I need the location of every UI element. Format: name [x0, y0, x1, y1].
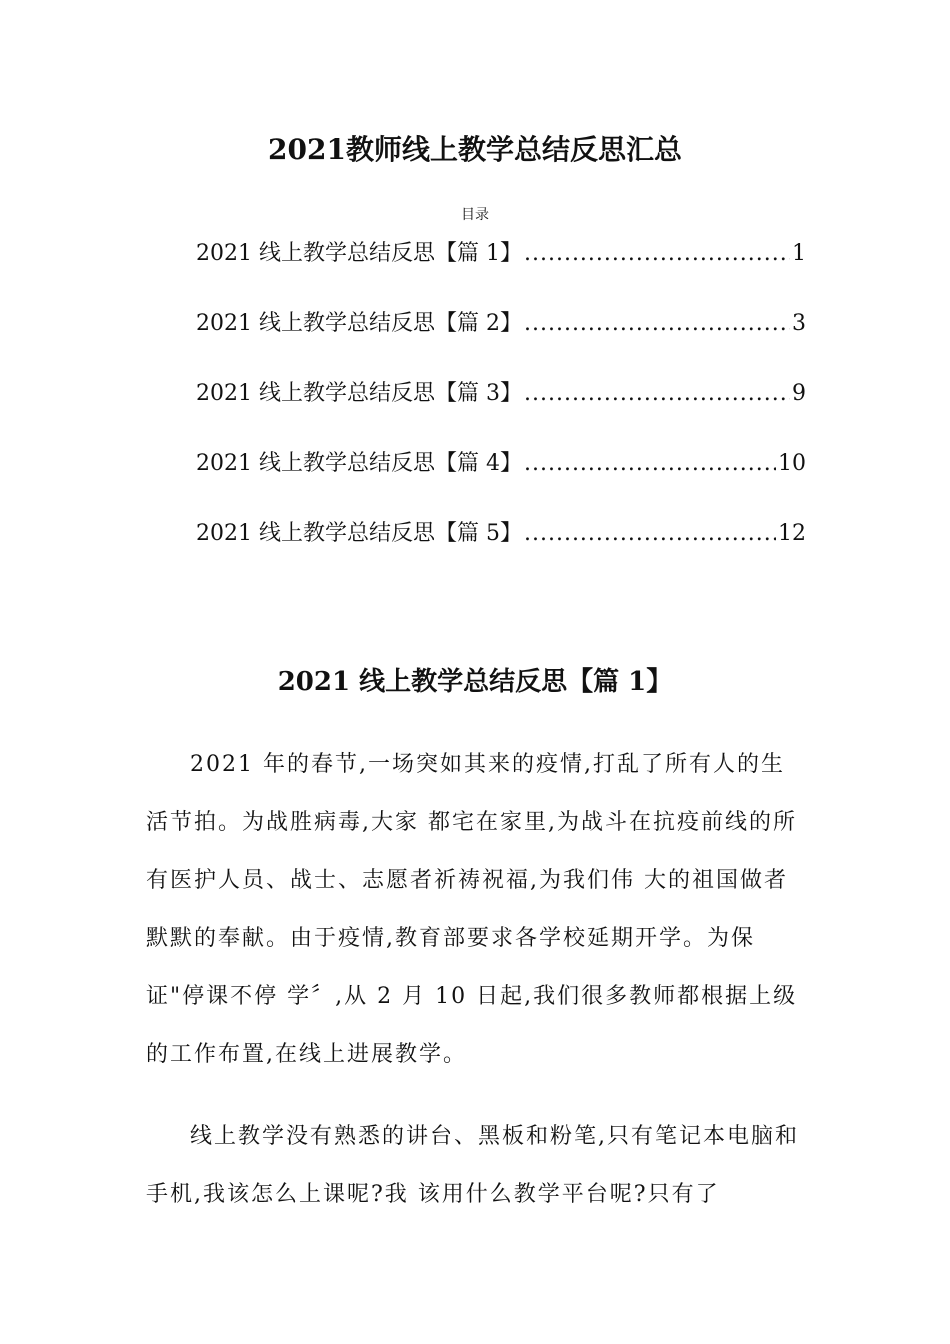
toc-heading: 目录 [461, 207, 489, 223]
toc-entry[interactable] [196, 372, 806, 442]
toc-leader-dots [524, 442, 776, 486]
section-title: 2021 线上教学总结反思【篇 1】 [277, 667, 673, 697]
body-paragraph: 线上教学没有熟悉的讲台、黑板和粉笔,只有笔记本电脑和手机,我该怎么上课呢?我 该用什么教学平台呢?只有了 [146, 1124, 799, 1207]
toc-entry-page: 3 [792, 311, 806, 336]
toc-entry-page: 1 [792, 241, 806, 266]
toc-entry-page: 9 [792, 381, 806, 406]
toc-entry-label: 2021 线上教学总结反思【篇 4】 [196, 451, 522, 476]
toc-entry-label: 2021 线上教学总结反思【篇 3】 [196, 381, 522, 406]
toc-entry[interactable] [196, 442, 806, 512]
body-paragraph: 2021 年的春节,一场突如其来的疫情,打乱了所有人的生活节拍。为战胜病毒,大家 都宅在家里,为战斗在抗疫前线的所有医护人员、战士、志愿者祈祷祝福,为我们伟 大的祖国做者默默的奉献。由于疫情,教育部要求各学校延期开学。为保证"停课不停 学〞,从 2 月 10 日起,我们很多教师都根据上级的工作布置,在线上进展教学。 [146, 752, 798, 1067]
toc-entry-page: 12 [778, 521, 806, 546]
toc-leader-dots [524, 302, 790, 346]
toc-leader-dots [524, 512, 776, 556]
toc-entry-label: 2021 线上教学总结反思【篇 2】 [196, 311, 522, 336]
toc-leader-dots [524, 372, 790, 416]
toc-entry-page: 10 [778, 451, 806, 476]
toc-leader-dots [524, 232, 790, 276]
document-title: 2021教师线上教学总结反思汇总 [268, 133, 682, 166]
table-of-contents [196, 232, 806, 582]
toc-entry[interactable] [196, 302, 806, 372]
toc-entry[interactable] [196, 232, 806, 302]
section-body [146, 736, 806, 1248]
toc-entry[interactable] [196, 512, 806, 582]
toc-entry-label: 2021 线上教学总结反思【篇 5】 [196, 521, 522, 546]
toc-entry-label: 2021 线上教学总结反思【篇 1】 [196, 241, 522, 266]
